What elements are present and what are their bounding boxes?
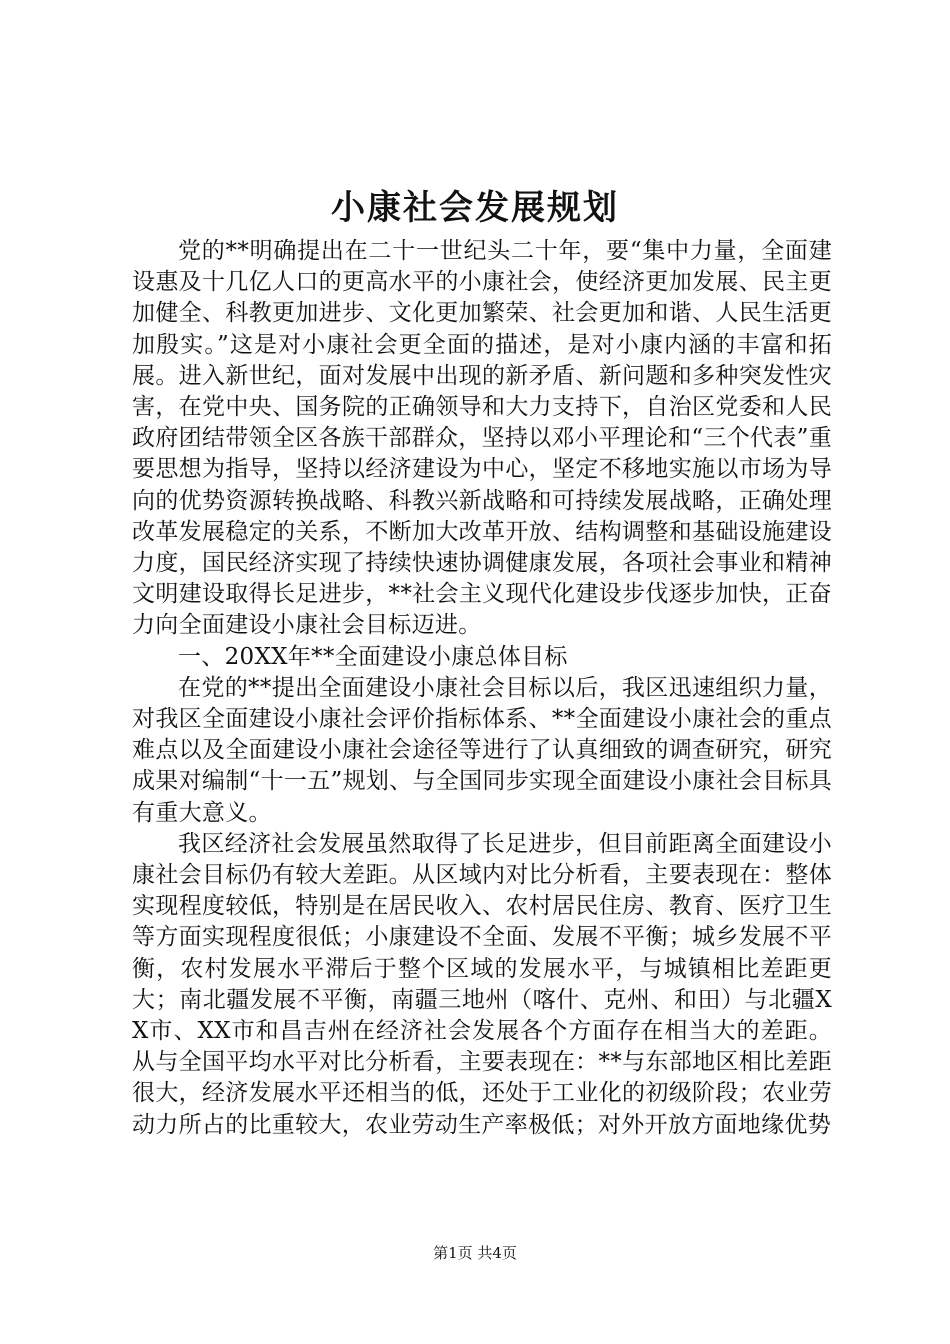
paragraph-research: 在党的**提出全面建设小康社会目标以后，我区迅速组织力量，对我区全面建设小康社会评价指标体系、**全面建设小康社会的重点难点以及全面建设小康社会途径等进行了认真细致的调查研究，研究成果对编制“十一五”规划、与全国同步实现全面建设小康社会目标具有重大意义。 [132,674,832,826]
paragraph-intro: 党的**明确提出在二十一世纪头二十年，要“集中力量，全面建设惠及十几亿人口的更高水平的小康社会，使经济更加发展、民主更加健全、科教更加进步、文化更加繁荣、社会更加和谐、人民生活更加殷实。”这是对小康社会更全面的描述，是对小康内涵的丰富和拓展。进入新世纪，面对发展中出现的新矛盾、新问题和多种突发性灾害，在党中央、国务院的正确领导和大力支持下，自治区党委和人民政府团结带领全区各族干部群众，坚持以邓小平理论和“三个代表”重要思想为指导，坚持以经济建设为中心，坚定不移地实施以市场为导向的优势资源转换战略、科教兴新战略和可持续发展战略，正确处理改革发展稳定的关系，不断加大改革开放、结构调整和基础设施建设力度，国民经济实现了持续快速协调健康发展，各项社会事业和精神文明建设取得长足进步，**社会主义现代化建设步伐逐步加快，正奋力向全面建设小康社会目标迈进。 [132,238,832,639]
paragraph-gap-analysis: 我区经济社会发展虽然取得了长足进步，但目前距离全面建设小康社会目标仍有较大差距。从区域内对比分析看，主要表现在：整体实现程度较低，特别是在居民收入、农村居民住房、教育、医疗卫生等方面实现程度很低；小康建设不全面、发展不平衡；城乡发展不平衡，农村发展水平滞后于整个区域的发展水平，与城镇相比差距更大；南北疆发展不平衡，南疆三地州（喀什、克州、和田）与北疆XX市、XX市和昌吉州在经济社会发展各个方面存在相当大的差距。从与全国平均水平对比分析看，主要表现在：**与东部地区相比差距很大，经济发展水平还相当的低，还处于工业化的初级阶段；农业劳动力所占的比重较大，农业劳动生产率极低；对外开放方面地缘优势 [132,830,832,1138]
page-footer: 第1页 共4页 [433,1244,517,1262]
document-body [132,236,832,1141]
document-title: 小康社会发展规划 [331,188,619,228]
section-heading: 一、20XX年**全面建设小康总体目标 [178,643,568,670]
